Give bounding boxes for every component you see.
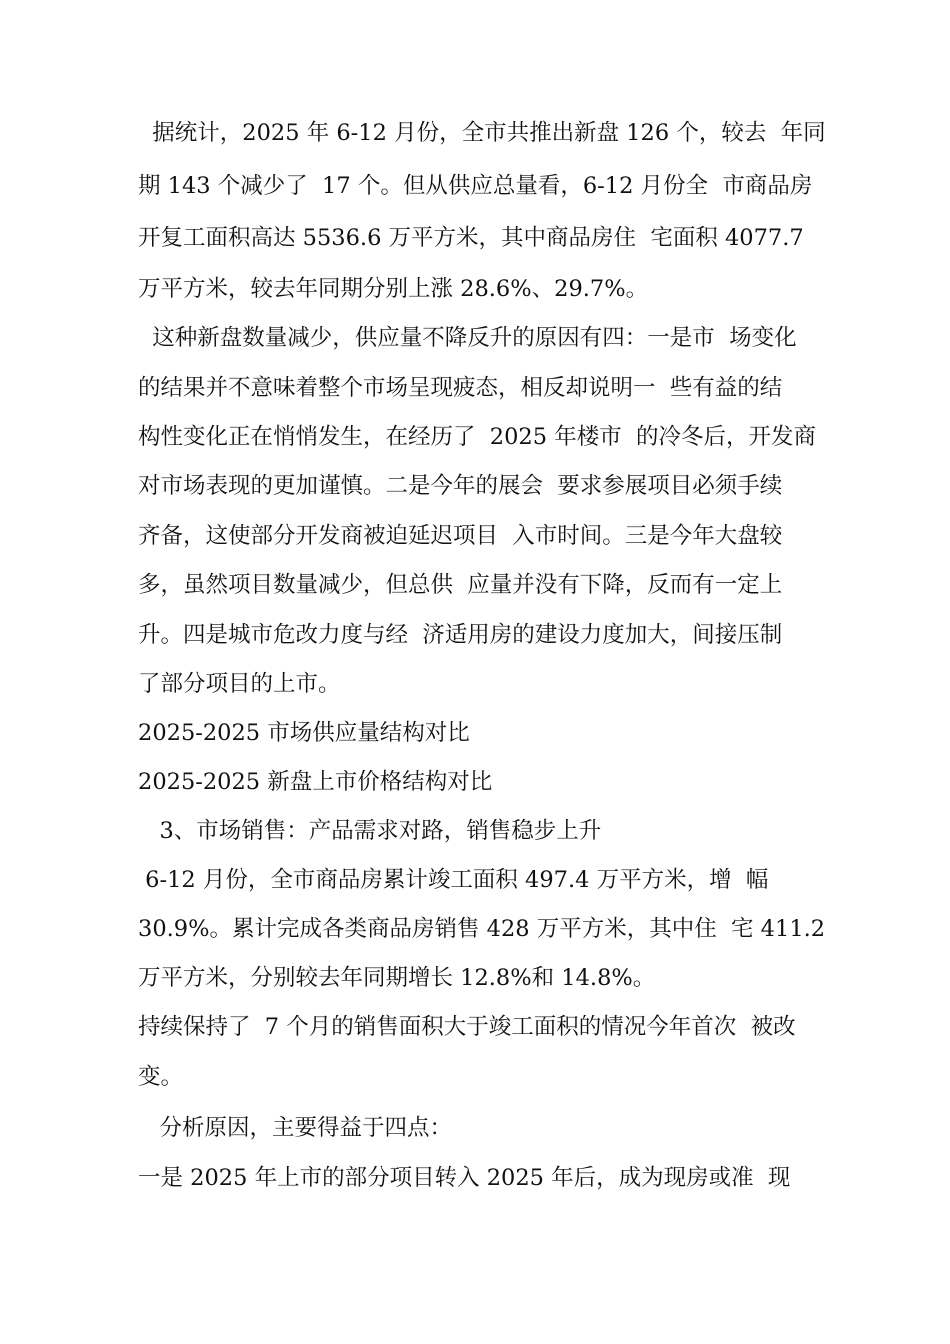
figure-caption-price: 2025-2025 新盘上市价格结构对比 (138, 769, 493, 795)
paragraph-4-line-1: 持续保持了 7 个月的销售面积大于竣工面积的情况今年首次 被改 (138, 1014, 796, 1040)
paragraph-3-line-2: 30.9%。累计完成各类商品房销售 428 万平方米，其中住 宅 411.2 (138, 916, 826, 942)
paragraph-5-line-1: 分析原因，主要得益于四点： (138, 1115, 452, 1141)
figure-caption-supply: 2025-2025 市场供应量结构对比 (138, 720, 470, 746)
paragraph-1-line-3: 开复工面积高达 5536.6 万平方米，其中商品房住 宅面积 4077.7 (138, 225, 804, 251)
paragraph-2-line-3: 构性变化正在悄悄发生，在经历了 2025 年楼市 的冷冬后，开发商 (138, 424, 817, 450)
paragraph-2-line-6: 多，虽然项目数量减少，但总供 应量并没有下降，反而有一定上 (138, 572, 783, 598)
paragraph-2-line-7: 升。四是城市危改力度与经 济适用房的建设力度加大，间接压制 (138, 622, 783, 648)
paragraph-4-line-2: 变。 (138, 1064, 184, 1090)
paragraph-2-line-2: 的结果并不意味着整个市场呈现疲态，相反却说明一 些有益的结 (138, 375, 783, 401)
paragraph-1-line-4: 万平方米，较去年同期分别上涨 28.6%、29.7%。 (138, 276, 649, 302)
paragraph-2-line-1: 这种新盘数量减少，供应量不降反升的原因有四：一是市 场变化 (138, 325, 797, 351)
paragraph-6-line-1: 一是 2025 年上市的部分项目转入 2025 年后，成为现房或准 现 (138, 1165, 791, 1191)
paragraph-1-line-1: 据统计，2025 年 6-12 月份，全市共推出新盘 126 个，较去 年同 (138, 120, 826, 146)
paragraph-2-line-8: 了部分项目的上市。 (138, 671, 341, 697)
section-heading-sales: 3、市场销售：产品需求对路，销售稳步上升 (138, 818, 602, 844)
paragraph-2-line-4: 对市场表现的更加谨慎。二是今年的展会 要求参展项目必须手续 (138, 473, 783, 499)
paragraph-3-line-1: 6-12 月份，全市商品房累计竣工面积 497.4 万平方米，增 幅 (138, 867, 769, 893)
paragraph-1-line-2: 期 143 个减少了 17 个。但从供应总量看，6-12 月份全 市商品房 (138, 173, 813, 199)
paragraph-3-line-3: 万平方米，分别较去年同期增长 12.8%和 14.8%。 (138, 965, 656, 991)
paragraph-2-line-5: 齐备，这使部分开发商被迫延迟项目 入市时间。三是今年大盘较 (138, 523, 783, 549)
